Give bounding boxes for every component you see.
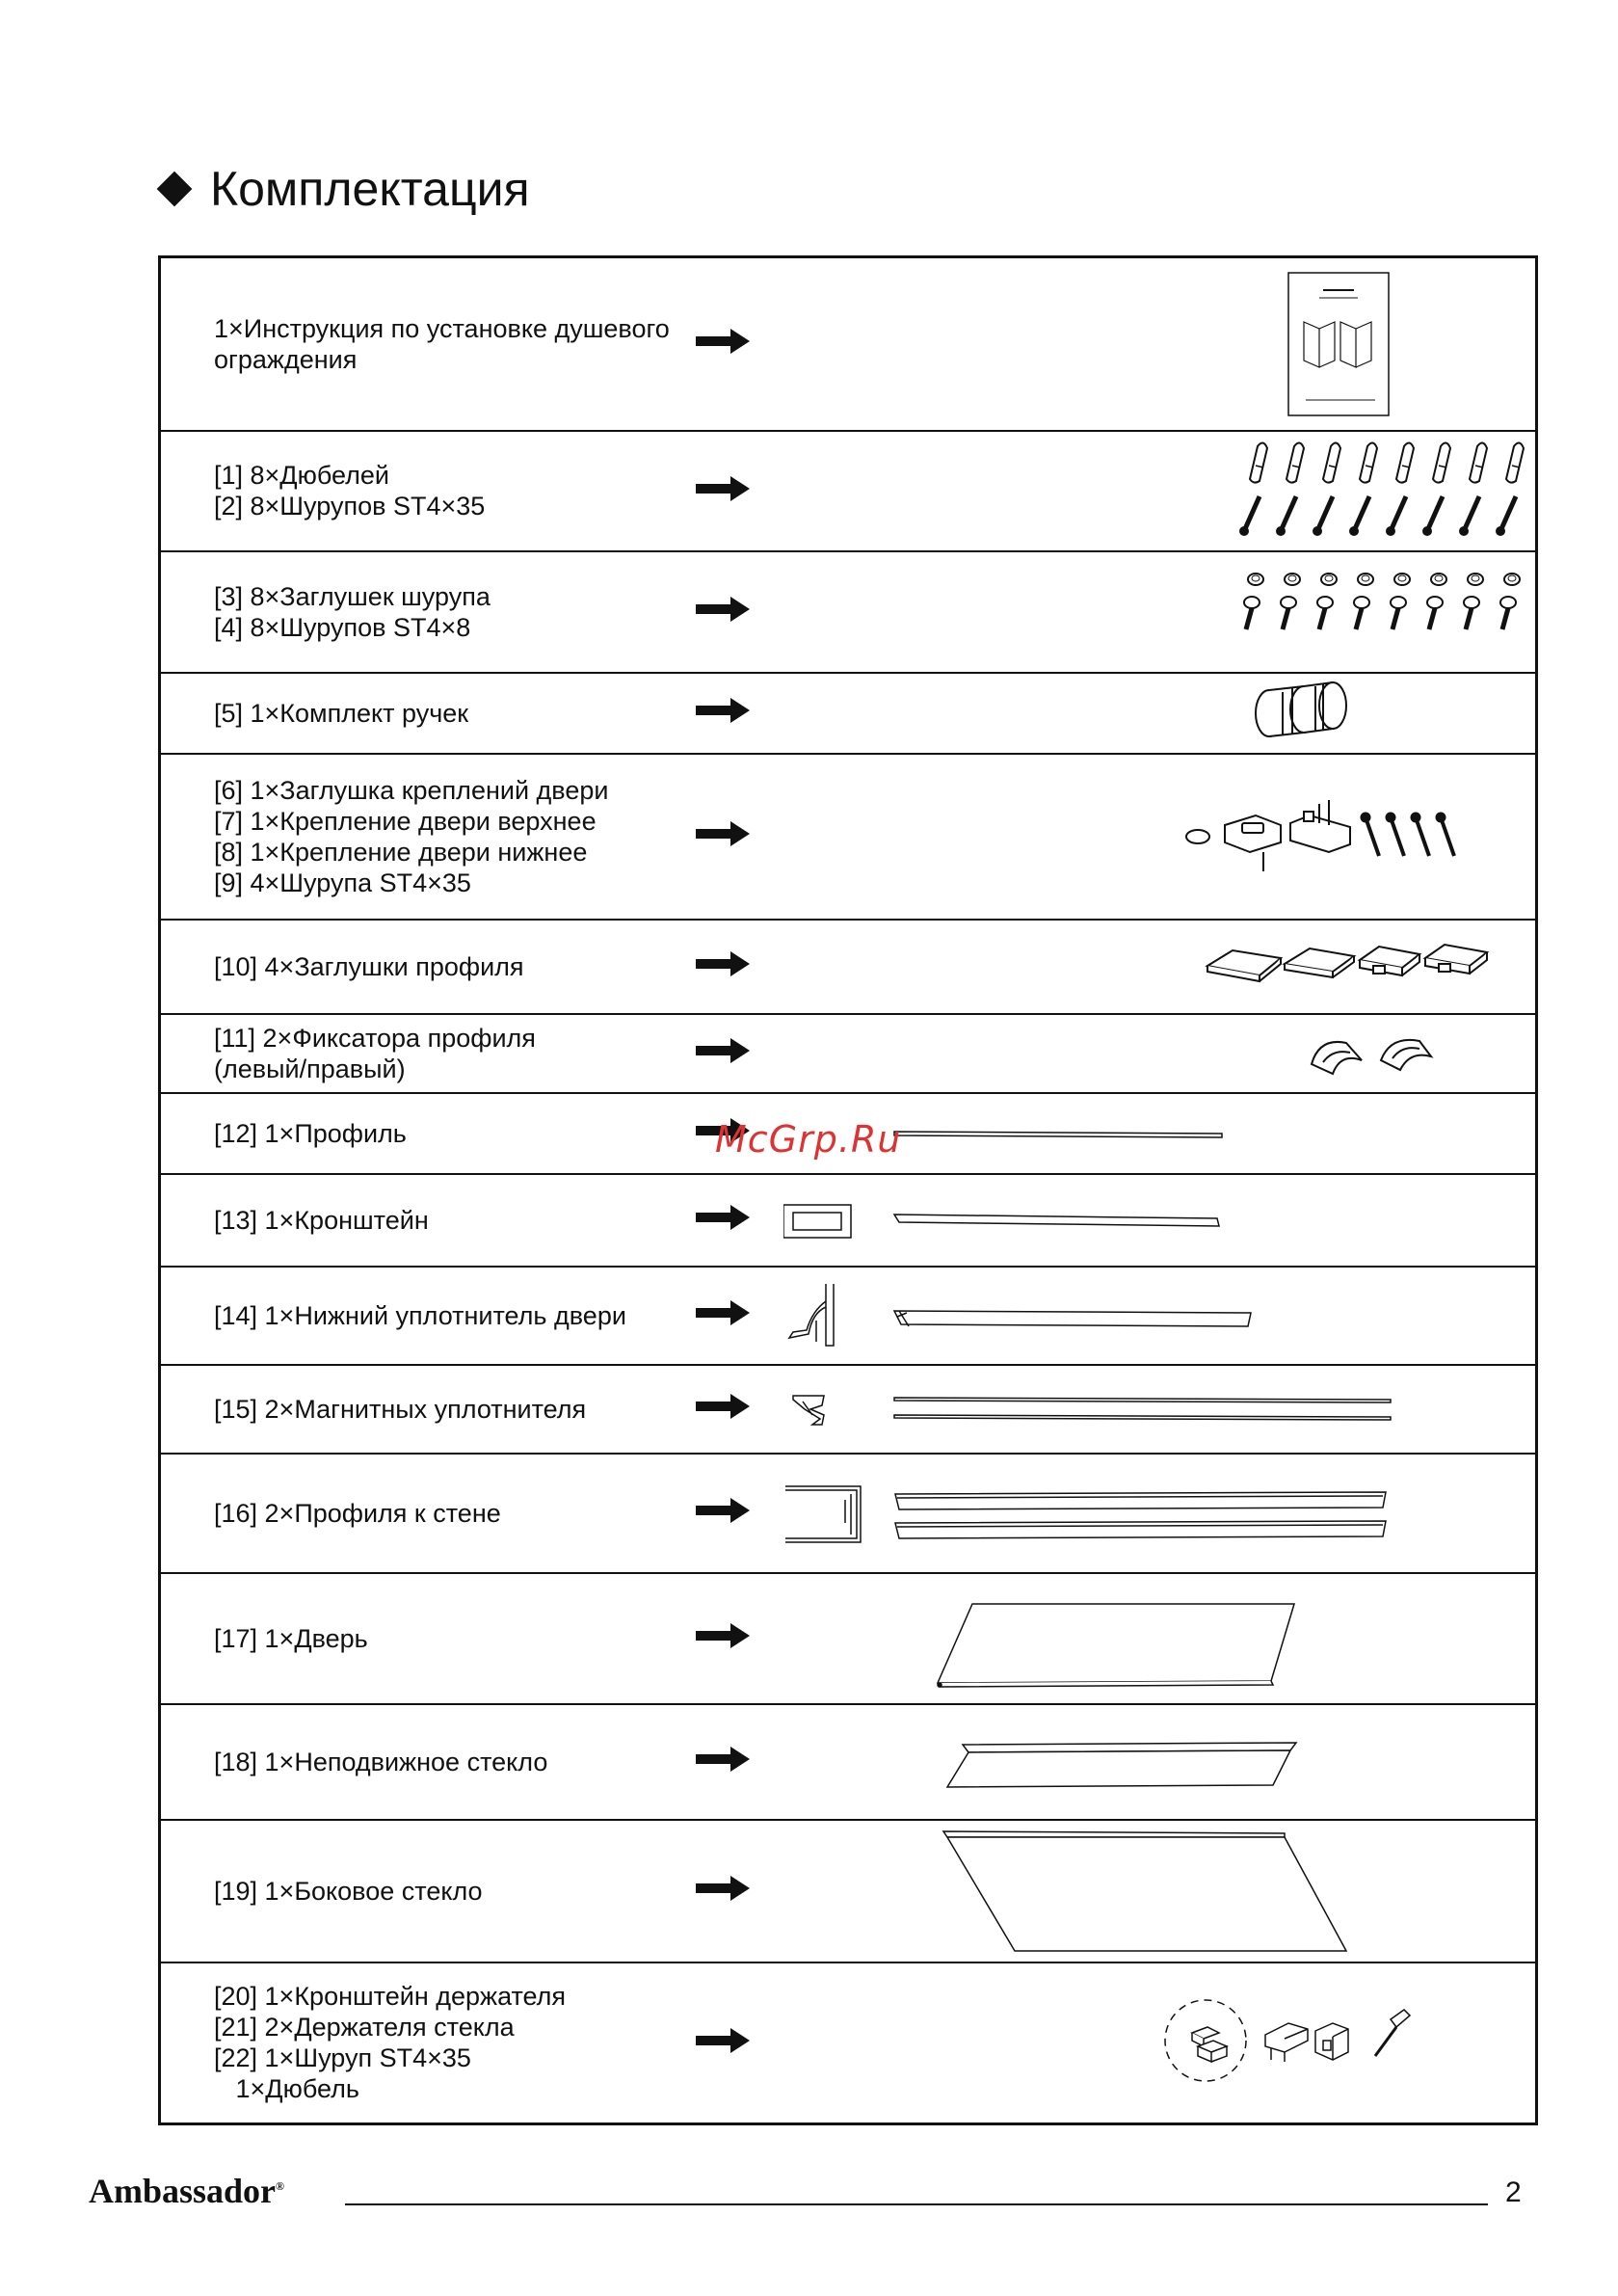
- item-illustration: [783, 1820, 1537, 1962]
- row-description: [160, 920, 695, 1014]
- row-description: [160, 1573, 695, 1704]
- wall-profiles-icon: [783, 1455, 1535, 1571]
- table-row: [160, 431, 1537, 551]
- row-text-line: 1×Инструкция по установке душевого: [214, 313, 670, 343]
- row-text-line: [17] 1×Дверь: [214, 1623, 368, 1653]
- arrow-cell: [694, 1573, 783, 1704]
- row-text-line: [9] 4×Шурупа ST4×35: [214, 868, 471, 897]
- row-description: [160, 1014, 695, 1093]
- row-text-line: [4] 8×Шурупов ST4×8: [214, 612, 471, 642]
- arrow-cell: [694, 1174, 783, 1267]
- table-row: [160, 1820, 1537, 1962]
- row-description: [160, 1704, 695, 1820]
- arrow-cell: [694, 1962, 783, 2124]
- dowels-and-screws-icon: [783, 433, 1535, 548]
- item-illustration: [783, 1454, 1537, 1573]
- table-row: [160, 673, 1537, 754]
- row-text-line: [21] 2×Держателя стекла: [214, 2013, 515, 2042]
- item-illustration: [783, 431, 1537, 551]
- item-illustration: [783, 551, 1537, 673]
- row-text-line: [13] 1×Кронштейн: [214, 1205, 429, 1235]
- arrow-right-icon: [694, 1392, 752, 1421]
- row-text-line: [3] 8×Заглушек шурупа: [214, 581, 491, 611]
- arrow-right-icon: [694, 327, 752, 356]
- arrow-right-icon: [694, 1203, 752, 1232]
- table-row: [160, 1962, 1537, 2124]
- arrow-right-icon: [694, 1745, 752, 1774]
- arrow-right-icon: [694, 696, 752, 725]
- item-illustration: [783, 1962, 1537, 2124]
- arrow-right-icon: [694, 2026, 752, 2055]
- row-text-line: [6] 1×Заглушка креплений двери: [214, 775, 609, 805]
- row-text-line: [20] 1×Кронштейн держателя: [214, 1982, 567, 2012]
- item-illustration: [783, 1267, 1537, 1365]
- item-illustration: [783, 1365, 1537, 1454]
- row-text-line: [1] 8×Дюбелей: [214, 461, 389, 490]
- arrow-cell: [694, 754, 783, 920]
- profile-fixators-icon: [783, 1016, 1535, 1091]
- side-glass-icon: [783, 1822, 1535, 1961]
- fixed-glass-icon: [783, 1706, 1535, 1818]
- arrow-right-icon: [694, 1621, 752, 1650]
- arrow-cell: [694, 1704, 783, 1820]
- row-description: [160, 1454, 695, 1573]
- item-illustration: [783, 1174, 1537, 1267]
- arrow-right-icon: [694, 949, 752, 978]
- row-text-line: [2] 8×Шурупов ST4×35: [214, 492, 486, 521]
- row-description: [160, 1093, 695, 1174]
- arrow-cell: [694, 1454, 783, 1573]
- row-description: [160, 1267, 695, 1365]
- item-illustration: [783, 920, 1537, 1014]
- item-illustration: [783, 257, 1537, 431]
- diamond-bullet-icon: [157, 172, 193, 207]
- row-text-line: [16] 2×Профиля к стене: [214, 1498, 501, 1528]
- arrow-right-icon: [694, 1496, 752, 1525]
- arrow-cell: [694, 1820, 783, 1962]
- caps-and-screws-icon: [783, 554, 1535, 670]
- table-row: [160, 754, 1537, 920]
- item-illustration: [783, 754, 1537, 920]
- glass-holder-kit-icon: [783, 1963, 1535, 2122]
- item-illustration: [783, 1573, 1537, 1704]
- row-description: [160, 551, 695, 673]
- table-row: [160, 257, 1537, 431]
- row-text-line: 1×Дюбель: [214, 2074, 359, 2104]
- table-row: [160, 1267, 1537, 1365]
- row-text-line: [8] 1×Крепление двери нижнее: [214, 837, 588, 867]
- door-bottom-seal-icon: [783, 1268, 1535, 1363]
- arrow-cell: [694, 1365, 783, 1454]
- table-row: [160, 1704, 1537, 1820]
- row-text-line: [22] 1×Шуруп ST4×35: [214, 2043, 471, 2073]
- table-row: [160, 920, 1537, 1014]
- row-text-line: [7] 1×Крепление двери верхнее: [214, 806, 597, 836]
- table-row: [160, 1174, 1537, 1267]
- page-number: 2: [1505, 2176, 1522, 2208]
- brand-logo: [89, 2171, 284, 2211]
- table-row: [160, 551, 1537, 673]
- table-row: [160, 1573, 1537, 1704]
- row-text-line: [12] 1×Профиль: [214, 1118, 407, 1148]
- arrow-right-icon: [694, 1298, 752, 1327]
- item-illustration: [783, 1014, 1537, 1093]
- door-glass-icon: [783, 1575, 1535, 1702]
- row-text-line: [10] 4×Заглушки профиля: [214, 951, 524, 981]
- brand-name: Ambassador: [89, 2172, 277, 2210]
- row-text-line: ограждения: [214, 344, 358, 374]
- arrow-cell: [694, 431, 783, 551]
- row-text-line: [18] 1×Неподвижное стекло: [214, 1747, 548, 1776]
- table-row: [160, 1014, 1537, 1093]
- arrow-right-icon: [694, 1036, 752, 1065]
- arrow-cell: [694, 551, 783, 673]
- table-row: [160, 1454, 1537, 1573]
- arrow-right-icon: [694, 819, 752, 848]
- footer-divider: [345, 2203, 1488, 2205]
- row-description: [160, 1174, 695, 1267]
- row-text-line: (левый/правый): [214, 1054, 406, 1083]
- item-illustration: [783, 1704, 1537, 1820]
- row-text-line: [15] 2×Магнитных уплотнителя: [214, 1394, 587, 1424]
- manual-booklet-icon: [783, 259, 1535, 429]
- registered-mark: ®: [276, 2179, 284, 2193]
- row-description: [160, 431, 695, 551]
- row-text-line: [11] 2×Фиксатора профиля: [214, 1023, 536, 1053]
- row-description: [160, 673, 695, 754]
- row-description: [160, 1365, 695, 1454]
- arrow-cell: [694, 1267, 783, 1365]
- magnetic-seals-icon: [783, 1367, 1535, 1452]
- watermark-text: McGrp.Ru: [715, 1118, 902, 1161]
- parts-table: [158, 255, 1538, 2125]
- row-text-line: [19] 1×Боковое стекло: [214, 1876, 483, 1906]
- row-text-line: [14] 1×Нижний уплотнитель двери: [214, 1300, 626, 1330]
- row-description: [160, 257, 695, 431]
- door-mount-kit-icon: [783, 756, 1535, 918]
- arrow-cell: [694, 673, 783, 754]
- table-row: [160, 1365, 1537, 1454]
- arrow-right-icon: [694, 595, 752, 624]
- row-description: [160, 754, 695, 920]
- item-illustration: [783, 673, 1537, 754]
- row-description: [160, 1820, 695, 1962]
- row-description: [160, 1962, 695, 2124]
- arrow-right-icon: [694, 1874, 752, 1903]
- arrow-right-icon: [694, 474, 752, 503]
- profile-caps-icon: [783, 921, 1535, 1012]
- handle-set-icon: [783, 675, 1535, 752]
- arrow-cell: [694, 1014, 783, 1093]
- bracket-icon: [783, 1176, 1535, 1265]
- arrow-cell: [694, 920, 783, 1014]
- row-text-line: [5] 1×Комплект ручек: [214, 698, 469, 728]
- page-title: [154, 156, 530, 222]
- title-text: Комплектация: [210, 162, 530, 216]
- arrow-cell: [694, 257, 783, 431]
